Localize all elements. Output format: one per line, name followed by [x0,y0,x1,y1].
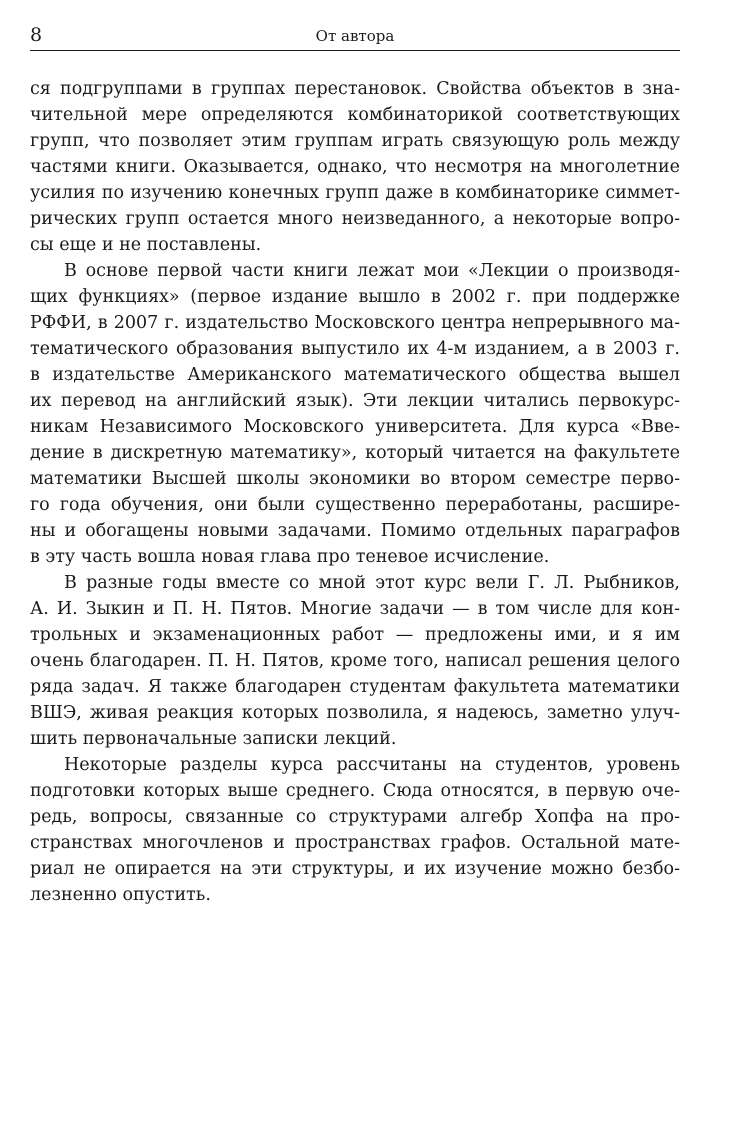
page-number: 8 [30,24,43,46]
text-line: тематического образования выпустило их 4-м изданием, а в 2003 г. [30,339,680,359]
text-line: ны и обогащены новыми задачами. Помимо отдельных параграфов [30,521,680,541]
text-line: шить первоначальные записки лекций. [30,729,397,749]
text-line: го года обучения, они были существенно переработаны, расшире- [30,495,680,515]
page-header [30,22,680,51]
text-line: В разные годы вместе со мной этот курс вели Г. Л. Рыбников, [64,573,680,593]
text-line: трольных и экзаменационных работ — предложены ими, и я им [30,625,680,645]
text-line: Некоторые разделы курса рассчитаны на студентов, уровень [64,755,680,775]
text-line: никам Независимого Московского университета. Для курса «Вве- [30,417,680,437]
text-line: РФФИ, в 2007 г. издательство Московского центра непрерывного ма- [30,313,680,333]
text-line: щих функциях» (первое издание вышло в 2002 г. при поддержке [30,287,680,307]
text-line: В основе первой части книги лежат мои «Лекции о производя- [64,261,680,281]
running-title: От автора [315,27,395,45]
text-line: частями книги. Оказывается, однако, что несмотря на многолетние [30,157,680,177]
text-line: математики Высшей школы экономики во втором семестре перво- [30,469,680,489]
text-line: рических групп остается много неизведанного, а некоторые вопро- [30,209,680,229]
text-line: странствах многочленов и пространствах графов. Остальной мате- [30,833,680,853]
text-line: А. И. Зыкин и П. Н. Пятов. Многие задачи — в том числе для кон- [30,599,680,619]
text-line: дение в дискретную математику», который читается на факультете [30,443,680,463]
text-line: чительной мере определяются комбинаторикой соответствующих [30,105,680,125]
text-line: групп, что позволяет этим группам играть связующую роль между [30,131,680,151]
text-line: редь, вопросы, связанные со структурами алгебр Хопфа на про- [30,807,680,827]
text-line: ся подгруппами в группах перестановок. Свойства объектов в зна- [30,79,680,99]
text-line: их перевод на английский язык). Эти лекции читались первокурс- [30,391,680,411]
text-line: лезненно опустить. [30,885,211,905]
text-line: усилия по изучению конечных групп даже в комбинаторике симмет- [30,183,680,203]
text-line: в издательстве Американского математического общества вышел [30,365,680,385]
text-line: очень благодарен. П. Н. Пятов, кроме того, написал решения целого [30,651,680,671]
text-line: ряда задач. Я также благодарен студентам факультета математики [30,677,680,697]
text-line: риал не опирается на эти структуры, и их изучение можно безбо- [30,859,680,879]
text-line: сы еще и не поставлены. [30,235,262,255]
text-line: ВШЭ, живая реакция которых позволила, я надеюсь, заметно улуч- [30,703,680,723]
body-text [30,76,680,908]
text-line: в эту часть вошла новая глава про теневое исчисление. [30,547,550,567]
text-line: подготовки которых выше среднего. Сюда относятся, в первую оче- [30,781,680,801]
